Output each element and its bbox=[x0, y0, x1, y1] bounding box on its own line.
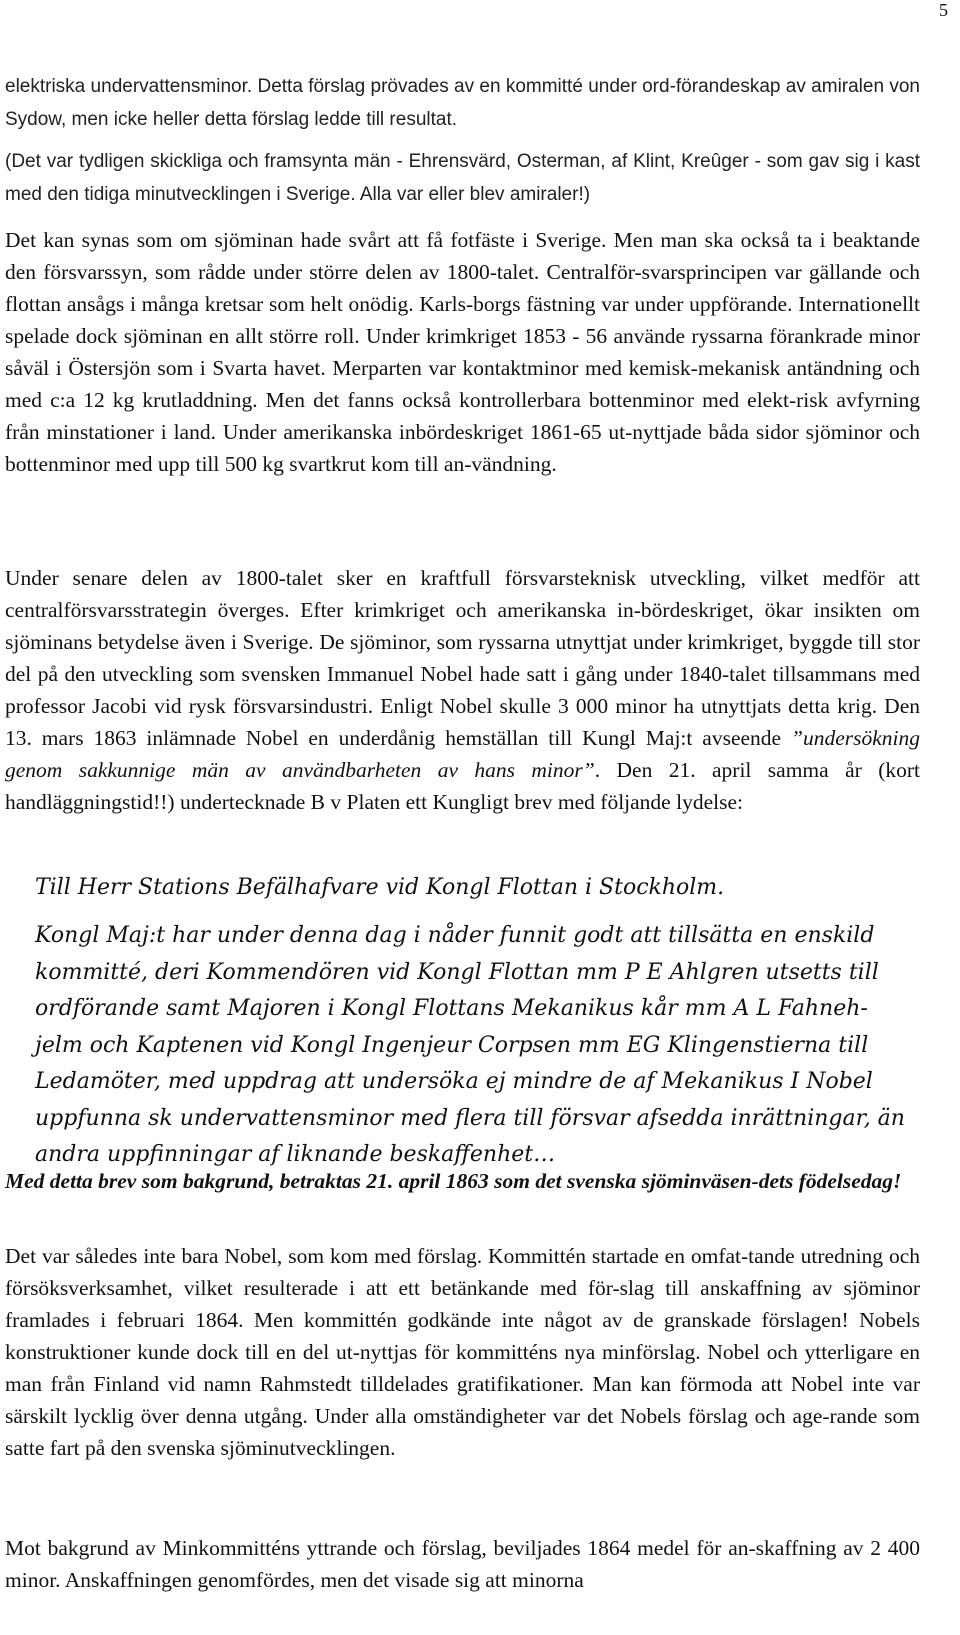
birthday-statement: Med detta brev som bakgrund, betraktas 21. april 1863 som det svenska sjöminväsen-dets födelsedag! bbox=[5, 1169, 902, 1193]
nobel-quote: ”undersökning genom sakkunnige män av användbarheten av hans minor” bbox=[5, 726, 920, 782]
letter-body: Kongl Maj:t har under denna dag i nåder funnit godt att tillsätta en enskild kommitté, deri Kommendören vid Kongl Flottan mm P E Ahlgren utsetts till ordförande samt Majoren i Kongl Flottans Mekanikus kår mm A L Fahneh-jelm och Kaptenen vid Kongl Ingenjeur Corpsen mm EG Klingenstierna till Ledamöter, med uppdrag att undersöka ej mindre de af Mekanikus I Nobel uppfunna sk undervattensminor med flera till försvar afsedda inrättningar, än andra uppfinningar af liknande beskaffenhet… bbox=[35, 923, 905, 1167]
paragraph-committee-outcome: Det var således inte bara Nobel, som kom med förslag. Kommittén startade en omfat-tande utredning och försöksverksamhet, vilket resulterade i att ett betänkande med för-slag till anskaffning av sjöminor framlades i februari 1864. Men kommittén godkände inte något av de granskade förslagen! Nobels konstruktioner kunde dock till en del ut-nyttjas för kommitténs nya minförslag. Nobel och ytterligare en man från Finland vid namn Rahmstedt tilldelades gratifikationer. Man kan förmoda att Nobel inte var särskilt lycklig över denna utgång. Under alla omständigheter var det Nobels förslag och age-rande som satte fart på den svenska sjöminutvecklingen. bbox=[5, 1244, 920, 1460]
page-number: 5 bbox=[939, 0, 948, 20]
paragraph-committee: elektriska undervattensminor. Detta förslag prövades av en kommitté under ord-förandeskap av amiralen von Sydow, men icke heller detta förslag ledde till resultat. bbox=[5, 76, 920, 131]
paragraph-sea-mine-history: Det kan synas som om sjöminan hade svårt att få fotfäste i Sverige. Men man ska också ta i beaktande den försvarssyn, som rådde under större delen av 1800-talet. Centralför-svarsprincipen var gällande och flottan ansågs i många kretsar som helt onödig. Karls-borgs fästning var under uppförande. Internationellt spelade dock sjöminan en allt större roll. Under krimkriget 1853 - 56 använde ryssarna förankrade minor såväl i Östersjön som i Svarta havet. Merparten var kontaktminor med kemisk-mekanisk antändning och med c:a 12 kg krutladdning. Men det fanns också kontrollerbara bottenminor med elekt-risk avfyrning från minstationer i land. Under amerikanska inbördeskriget 1861-65 ut-nyttjade båda sidor sjöminor och bottenminor med upp till 500 kg svartkrut kom till an-vändning. bbox=[5, 228, 920, 476]
paragraph-nobel-proposal bbox=[5, 562, 920, 818]
paragraph-admirals-note: (Det var tydligen skickliga och framsynta män - Ehrensvärd, Osterman, af Klint, Kreûger - som gav sig i kast med den tidiga minutvecklingen i Sverige. Alla var eller blev amiraler!) bbox=[5, 151, 920, 206]
paragraph-nobel-text-before: Under senare delen av 1800-talet sker en kraftfull försvarsteknisk utveckling, vilket medför att centralförsvarsstrategin överges. Efter krimkriget och amerikanska in-bördeskriget, ökar insikten om sjöminans betydelse även i Sverige. De sjöminor, som ryssarna utnyttjat under krimkriget, byggde till stor del på den utveckling som svensken Immanuel Nobel hade satt i gång under 1840-talet tillsammans med professor Jacobi vid rysk försvarsindustri. Enligt Nobel skulle 3 000 minor ha utnyttjats detta krig. Den 13. mars 1863 inlämnade Nobel en underdånig hemställan till Kungl Maj:t avseende bbox=[5, 566, 920, 750]
paragraph-mine-procurement: Mot bakgrund av Minkommitténs yttrande och förslag, beviljades 1864 medel för an-skaffning av 2 400 minor. Anskaffningen genomfördes, men det visade sig att minorna bbox=[5, 1536, 920, 1592]
letter-heading: Till Herr Stations Befälhafvare vid Kongl Flottan i Stockholm. bbox=[35, 875, 725, 900]
paragraph-nobel-text-after: . Den 21. april samma år (kort handläggningstid!!) undertecknade B v Platen ett Kungligt brev med följande lydelse: bbox=[5, 758, 920, 814]
